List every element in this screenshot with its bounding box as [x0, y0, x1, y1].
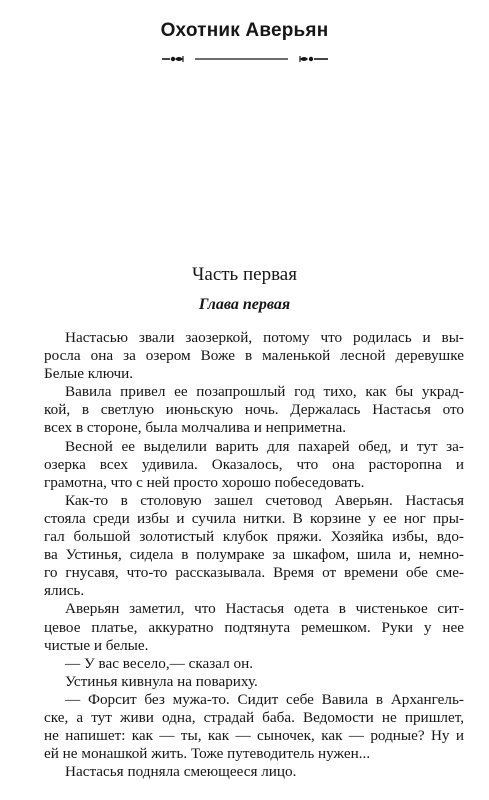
text-line: Белые ключи.: [44, 365, 134, 383]
text-line: росла она за озером Воже в маленькой лесной деревушке: [44, 347, 464, 365]
text-line: ей не монашкой жить. Тоже путеводитель нужен...: [44, 745, 371, 763]
running-title: Охотник Аверьян: [160, 20, 329, 41]
text-line: Настасья подняла смеющееся лицо.: [65, 763, 297, 781]
text-line: — Форсит без мужа-то. Сидит себе Вавила в Архангель-: [65, 690, 464, 708]
part-title: Часть первая: [192, 264, 297, 285]
text-line: Весной ее выделили варить для пахарей обед, и тут за-: [65, 437, 464, 455]
text-line: Как-то в столовую зашел счетовод Аверьян. Настасья: [65, 491, 464, 509]
text-line: — У вас весело,— сказал он.: [65, 654, 254, 672]
text-line: ялись.: [44, 582, 85, 600]
paragraph: [44, 329, 464, 383]
paragraph: [44, 673, 464, 691]
text-line: Вавила привел ее позапрошлый год тихо, как бы украд-: [65, 383, 464, 401]
paragraph: [44, 492, 464, 601]
paragraph: [44, 600, 464, 654]
text-line: цевое платье, аккуратно подтянута ремешком. Руки у нее: [44, 618, 464, 636]
paragraph: [44, 438, 464, 492]
text-line: Настасью звали заозеркой, потому что родилась и вы-: [65, 329, 464, 346]
text-line: не напишет: как — ты, как — сыночек, как — родные? Ну и: [44, 727, 464, 745]
text-line: ске, а тут живи одна, страдай баба. Ведомости не пришлет,: [44, 708, 464, 726]
text-line: озерка всех удивила. Оказалось, что она расторопна и: [44, 455, 464, 473]
text-line: ва Устинья, сидела в полумраке за шкафом, шила и, немно-: [44, 546, 464, 564]
text-line: Аверьян заметил, что Настасья одета в чистенькое сит-: [65, 600, 464, 618]
text-line: стояла среди избы и сучила нитки. В корзине у ее ног пры-: [44, 509, 464, 527]
body-text: [44, 329, 464, 781]
paragraph: [44, 383, 464, 437]
text-line: чистые и белые.: [44, 636, 149, 654]
chapter-title: Глава первая: [198, 296, 291, 313]
text-line: гал большой золотистый клубок пряжи. Хозяйка избы, вдо-: [44, 528, 464, 546]
ornament-divider: [0, 52, 489, 66]
text-line: кой, в светлую июньскую ночь. Держалась Настасья ото: [44, 401, 464, 419]
text-line: Устинья кивнула на повариху.: [65, 672, 258, 690]
text-line: го гнусавя, что-то рассказывала. Время от времени обе сме-: [44, 564, 464, 582]
paragraph: [44, 655, 464, 673]
paragraph: [44, 763, 464, 781]
ornament-flourish-icon: [160, 52, 330, 66]
text-line: грамотна, что с ней просто хорошо побеседовать.: [44, 473, 365, 491]
text-line: всех в стороне, была молчалива и неприметна.: [44, 419, 346, 437]
paragraph: [44, 691, 464, 763]
